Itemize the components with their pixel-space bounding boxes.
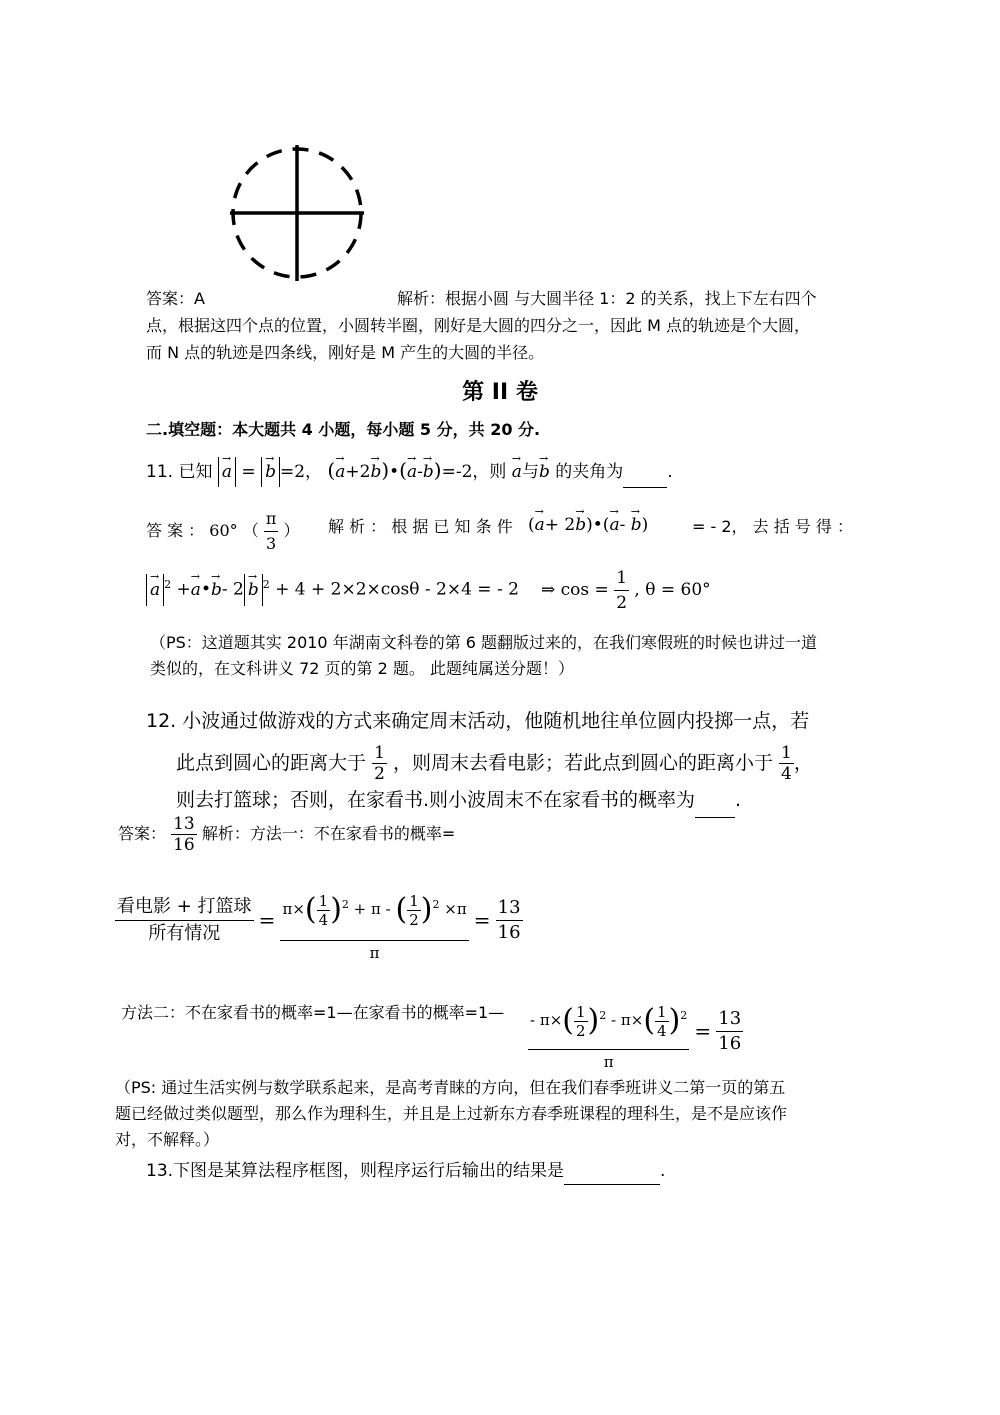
q12-method1-word-frac: $\frac{\text{看电影 + 打篮球}}{\text{所有情况}}$: [115, 894, 254, 947]
q12-line1: 12. 小波通过做游戏的方式来确定周末活动，他随机地往单位圆内投掷一点，若: [146, 710, 810, 732]
q11-step-result: ⇒ cos =: [541, 580, 609, 600]
q11-answer-value: 60°: [209, 521, 238, 540]
q11-answer-row: 答 案 ： 60° （ $\frac{\pi}{3}$ ）: [146, 507, 299, 556]
section-title: 第 II 卷: [462, 380, 538, 405]
q12-ps-line3: 对，不解释。）: [115, 1130, 220, 1149]
q10-analysis-line1: 解析：根据小圆 与大圆半径 1：2 的关系，找上下左右四个: [397, 289, 817, 308]
q12-method1-pi-frac: π×( $\frac{1}{4}$ )$^2$ + π - ( $\frac{1}{2}$ )$^2$ ×π π: [280, 875, 468, 965]
q10-analysis-line3: 而 N 点的轨迹是四条线，刚好是 M 产生的大圆的半径。: [146, 343, 545, 362]
q11-analysis-label: 解 析 ： 根 据 已 知 条 件: [328, 517, 513, 536]
q11-result: [541, 566, 711, 615]
q12-answer-row: [118, 814, 455, 855]
q10-analysis-line2: 点，根据这四个点的位置，小圆转半圈，刚好是大圆的四分之一，因此 M 点的轨迹是个大圆，: [146, 316, 810, 335]
norm-a: → a: [218, 457, 236, 487]
q12-ps-line1: （PS: 通过生活实例与数学联系起来，是高考青睐的方向，但在我们春季班讲义二第一页的第五: [115, 1078, 786, 1097]
q12-method2-pi-frac: - π×( $\frac{1}{2}$ )$^2$ - π×( $\frac{1}{4}$ )$^2$ π: [528, 988, 689, 1074]
q12-method1-formula: $\frac{\text{看电影 + 打篮球}}{\text{所有情况}}$ = π×( $\frac{1}{4}$ )$^2$ + π - ( $\frac{1}{2}$ )$^2$ ×π π = $\frac{13}{16}$: [115, 875, 523, 965]
norm-b-squared: → b: [244, 574, 263, 606]
q12-method1: 解析：方法一：不在家看书的概率=: [201, 824, 456, 843]
q12-line2: 此点到圆心的距离大于 $\frac{1}{2}$ ，则周末去看电影；若此点到圆心的距离小于 $\frac{1}{4}$ ，: [176, 743, 813, 784]
q12-method2-formula: - π×( $\frac{1}{2}$ )$^2$ - π×( $\frac{1}{4}$ )$^2$ π = $\frac{13}{16}$: [528, 988, 743, 1074]
q11-question: 11. 已知 → a = → b =2， (→ a+2→ b)•(→ a-→ b)=-2，则 → a与→ b 的夹角为 .: [146, 455, 673, 488]
q12-ps-line2: 题已经做过类似题型，那么作为理科生，并且是上过新东方春季班课程的理科生，是不是应该作: [115, 1104, 788, 1123]
dashed-circle-figure: [225, 143, 370, 283]
norm-b: → b: [261, 457, 280, 487]
one-half: $\frac{1}{2}$: [616, 568, 628, 613]
q13-question: 13.下图是某算法程序框图，则程序运行后输出的结果是 .: [146, 1158, 665, 1185]
q11-ps-line2: 类似的，在文科讲义 72 页的第 2 题。 此题纯属送分题！）: [150, 659, 574, 678]
q11-eq2: =-2，则: [441, 462, 507, 482]
pi-over-3: $\frac{\pi}{3}$: [264, 507, 279, 556]
q12-half: $\frac{1}{2}$: [374, 743, 385, 784]
q10-answer: 答案：A: [146, 289, 205, 308]
q11-step: → a $^2$ +→ a•→ b- 2→ b $^2$ + 4 + 2×2×cosθ - 2×4 = - 2: [146, 573, 519, 606]
q11-step-expr: + 4 + 2×2×cosθ - 2×4 = - 2: [275, 579, 519, 600]
q11-blank: [623, 457, 667, 488]
q12-line3: 则去打篮球；否则，在家看书.则小波周末不在家看书的概率为 .: [176, 783, 741, 818]
q11-mid: 与: [521, 462, 539, 482]
q11-tail: 的夹角为: [555, 462, 624, 482]
q12-method1-result: $\frac{13}{16}$: [497, 896, 521, 943]
q11-eq1: =2，: [279, 462, 323, 482]
q12-quarter: $\frac{1}{4}$: [781, 743, 792, 784]
q12-method2-result: $\frac{13}{16}$: [718, 1007, 742, 1054]
q11-ps-line1: （PS：这道题其实 2010 年湖南文科卷的第 6 题翻版过来的，在我们寒假班的时候也讲过一道: [150, 633, 818, 652]
q12-answer-label: 答案：: [118, 824, 167, 843]
q11-theta: , θ = 60°: [634, 580, 711, 600]
q11-answer-label: 答 案 ：: [146, 521, 205, 540]
q12-answer-frac: $\frac{13}{16}$: [173, 814, 195, 855]
q11-prefix: 11. 已知: [146, 462, 213, 482]
q11-analysis-expr: (→ a+ 2→ b)•(→ a- → b): [528, 513, 648, 537]
q12-method2: 方法二：不在家看书的概率=1—在家看书的概率=1—: [121, 1003, 505, 1022]
section-description: 二.填空题：本大题共 4 小题，每小题 5 分，共 20 分.: [146, 420, 541, 439]
q11-analysis-eq: = - 2， 去 括 号 得 ：: [692, 517, 853, 536]
norm-a-squared: → a: [146, 574, 164, 606]
